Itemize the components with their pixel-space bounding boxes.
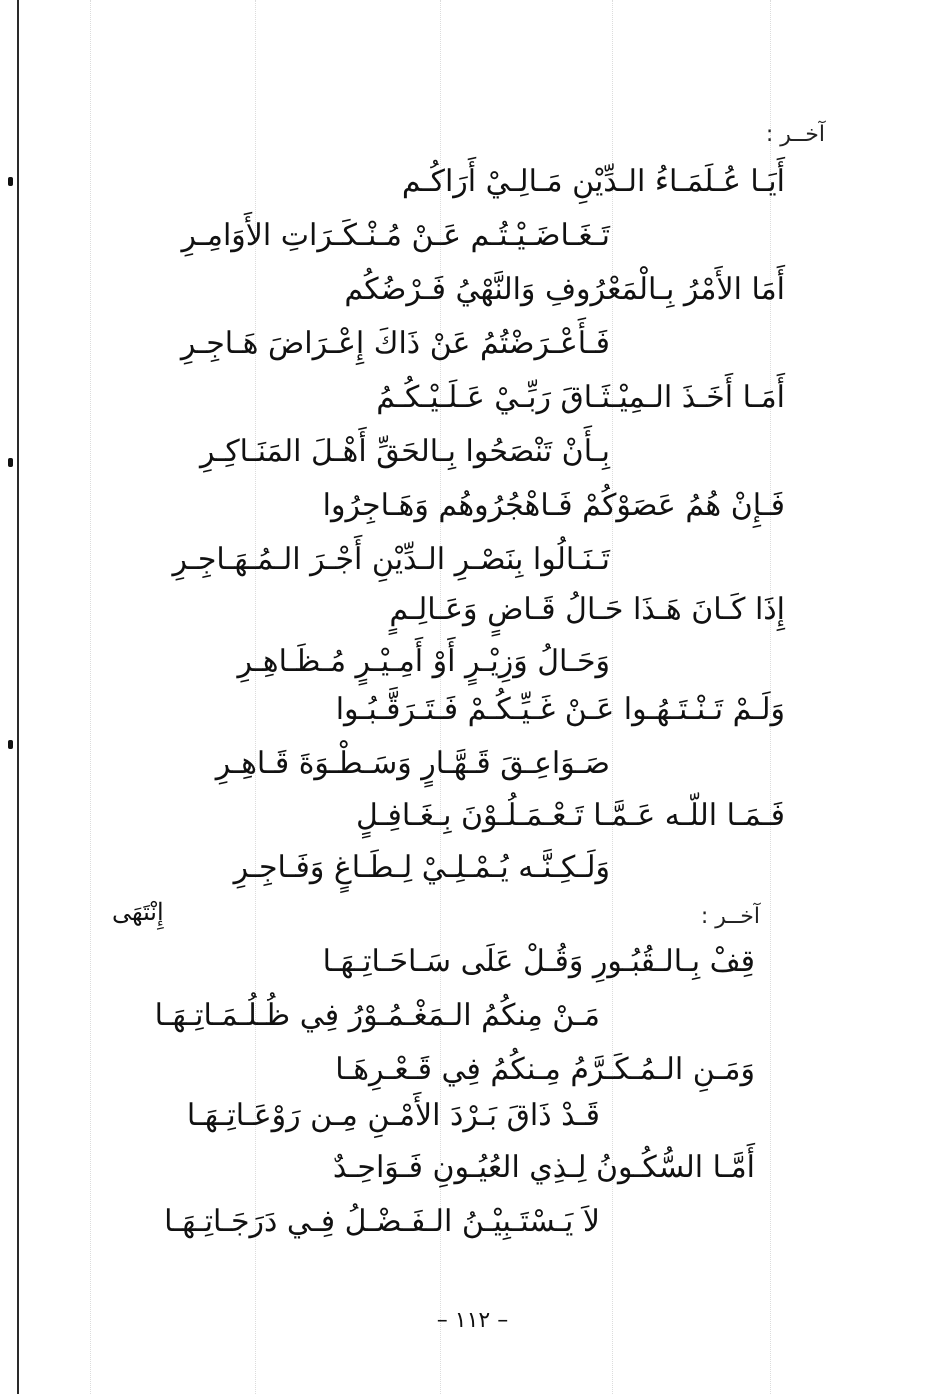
poem2-verse-2: مَـنْ مِنكُمُ الـمَغْـمُـوْرُ فِي ظُـلُـمَـاتِـهَـا (154, 998, 600, 1033)
binding-hole-mark (8, 740, 13, 749)
poem1-verse-11: وَلَـمْ تَـنْـتَـهُـوا عَـنْ غَـيِّـكُـمْ فَـتَـرَقَّـبُـوا (335, 692, 785, 727)
poem1-verse-1: أَيَـا عُـلَمَـاءُ الـدِّيْنِ مَـالِـيْ أَرَاكُـم (401, 164, 785, 199)
poem1-ending: إِنْتَهَى (112, 898, 164, 926)
poem2-verse-3: وَمَـنِ الـمُـكَـرَّمُ مِـنكُمُ فِي قَـعْـرِهَـا (335, 1052, 755, 1087)
poem1-verse-5: أَمَـا أَخَـذَ الـمِيْـثَـاقَ رَبِّـيْ عَـلَـيْـكُـمُ (376, 380, 785, 415)
poem1-heading: آخــر : (765, 122, 825, 147)
poem1-verse-3: أَمَا الأَمْرُ بِـالْمَعْرُوفِ وَالنَّهْيُ فَـرْضُكُم (344, 272, 785, 307)
poem1-verse-6: بِـأَنْ تَنْصَحُوا بِـالحَقِّ أَهْـلَ المَنَـاكِـرِ (200, 434, 610, 469)
poem2-verse-5: أَمَّـا السُّكُـونُ لِـذِي العُيُـونِ فَـوَاحِـدٌ (332, 1150, 755, 1185)
binding-hole-mark (8, 177, 13, 186)
poem2-verse-1: قِفْ بِـالـقُبُـورِ وَقُـلْ عَلَى سَـاحَـاتِـهَـا (322, 944, 755, 979)
guide-line (90, 0, 91, 1394)
poem1-verse-9: إِذَا كَـانَ هَـذَا حَـالُ قَـاضٍ وَعَـالِـمٍ (389, 592, 785, 627)
binding-rule (17, 0, 19, 1394)
poem1-verse-13: فَـمَـا اللّـه عَـمَّـا تَـعْـمَـلُـوْنَ بِـغَـافِـلٍ (356, 798, 785, 833)
poem1-verse-7: فَـإِنْ هُمُ عَصَوْكُمْ فَـاهْجُرُوهُم وَهَـاجِرُوا (322, 488, 785, 523)
poem2-verse-4: قَـدْ ذَاقَ بَـرْدَ الأَمْـنِ مِـن رَوْعَـاتِـهَـا (186, 1098, 600, 1133)
guide-line (255, 0, 256, 1394)
poem2-verse-6: لاَ يَـسْتَـبِيْـنُ الـفَـضْـلُ فِـي دَرَجَـاتِـهَـا (164, 1204, 600, 1239)
poem1-verse-12: صَـوَاعِـقَ قَـهَّـارٍ وَسَـطْـوَةَ قَـاهِـرِ (215, 746, 610, 781)
poem1-verse-8: تَـنَـالُوا بِنَصْـرِ الـدِّيْنِ أَجْـرَ الـمُـهَـاجِـرِ (172, 542, 610, 577)
poem2-heading: آخــر : (700, 904, 760, 929)
binding-hole-mark (8, 458, 13, 467)
poem1-verse-4: فَـأَعْـرَضْتُمُ عَنْ ذَاكَ إِعْـرَاضَ هَـاجِـرِ (180, 326, 610, 361)
page-number: – ١١٢ – (436, 1308, 509, 1333)
poem1-verse-14: وَلَـكِـنَّـه يُـمْـلِـيْ لِـطَـاغٍ وَفَـاجِـرِ (233, 850, 610, 885)
poem1-verse-10: وَحَـالُ وَزِيْـرٍ أَوْ أَمِـيْـرٍ مُـظَـاهِـرِ (237, 644, 610, 679)
poem1-verse-2: تَـغَـاضَـيْـتُـم عَـنْ مُـنْـكَـرَاتِ الأَوَامِـرِ (181, 218, 610, 253)
